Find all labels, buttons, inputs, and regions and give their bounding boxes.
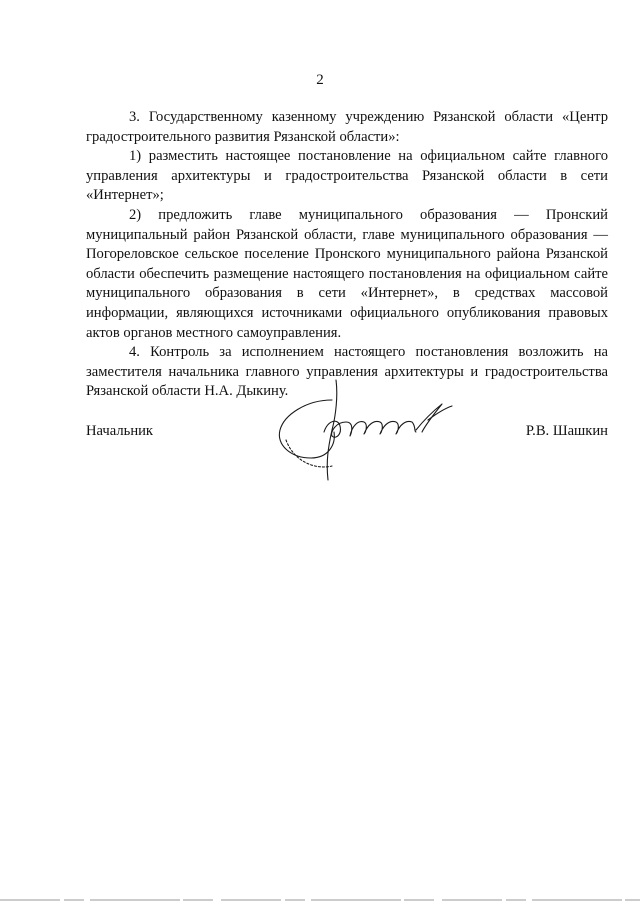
paragraph-item-3: 3. Государственному казенному учреждению Рязанской области «Центр градостроительного развития Рязанской области»: bbox=[86, 109, 608, 145]
signatory-title: Начальник bbox=[86, 423, 154, 439]
document-body bbox=[86, 108, 608, 402]
paragraph-subitem-2: 2) предложить главе муниципального образования — Пронский муниципальный район Рязанской области, главе муниципального образования — Погореловское сельское поселение Пронского муниципального района Рязанской области обеспечить размещение настоящего постановления на официальном сайте муниципального образования в сети «Интернет», в средствах массовой информации, являющихся источниками официального опубликования правовых актов органов местного самоуправления. bbox=[86, 206, 608, 341]
page-number: 2 bbox=[316, 72, 324, 88]
signature-block bbox=[86, 415, 608, 495]
paragraph-item-4: 4. Контроль за исполнением настоящего постановления возложить на заместителя начальника главного управления архитектуры и градостроительства Рязанской области Н.А. Дыкину. bbox=[86, 344, 608, 400]
handwritten-signature bbox=[266, 370, 456, 490]
scan-edge-artifact bbox=[0, 897, 640, 905]
paragraph-subitem-1: 1) разместить настоящее постановление на официальном сайте главного управления архитектуры и градостроительства Рязанской области в сети «Интернет»; bbox=[86, 148, 608, 204]
signatory-name: Р.В. Шашкин bbox=[525, 423, 608, 439]
